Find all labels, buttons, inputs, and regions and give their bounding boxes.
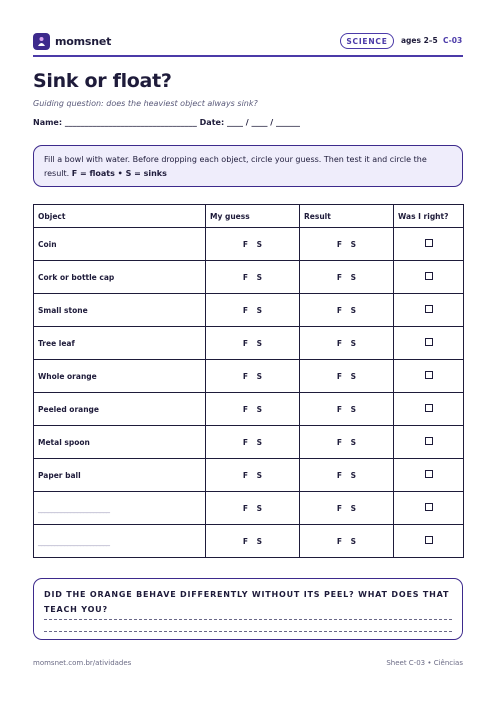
result-choice[interactable]: F S bbox=[300, 294, 394, 327]
result-choice[interactable]: F S bbox=[300, 426, 394, 459]
subject-badge: SCIENCE bbox=[340, 33, 394, 49]
header-divider bbox=[33, 55, 463, 57]
guess-choice[interactable]: F S bbox=[206, 525, 300, 558]
guess-choice[interactable]: F S bbox=[206, 459, 300, 492]
object-cell: Paper ball bbox=[34, 459, 206, 492]
object-cell: Cork or bottle cap bbox=[34, 261, 206, 294]
page-title: Sink or float? bbox=[33, 70, 172, 92]
table-row bbox=[34, 360, 464, 393]
instructions-box bbox=[33, 145, 463, 187]
date-field[interactable]: ____ / ____ / ______ bbox=[226, 118, 300, 127]
table-header-row bbox=[34, 205, 464, 228]
table-row bbox=[34, 261, 464, 294]
column-header-guess: My guess bbox=[206, 205, 300, 228]
name-date-line bbox=[33, 118, 300, 127]
table-row bbox=[34, 459, 464, 492]
right-checkbox-cell[interactable] bbox=[394, 393, 464, 426]
age-range: ages 2–5 bbox=[401, 36, 438, 45]
checkbox-icon[interactable] bbox=[425, 437, 433, 445]
guess-choice[interactable]: F S bbox=[206, 393, 300, 426]
name-label: Name: bbox=[33, 118, 63, 127]
right-checkbox-cell[interactable] bbox=[394, 228, 464, 261]
object-cell[interactable]: ______________________ bbox=[34, 525, 206, 558]
table-row bbox=[34, 228, 464, 261]
sheet-code: C-03 bbox=[443, 36, 463, 45]
instructions-legend: F = floats • S = sinks bbox=[71, 169, 167, 178]
brand-name: momsnet bbox=[55, 35, 112, 48]
checkbox-icon[interactable] bbox=[425, 338, 433, 346]
object-cell: Peeled orange bbox=[34, 393, 206, 426]
guess-choice[interactable]: F S bbox=[206, 294, 300, 327]
guess-choice[interactable]: F S bbox=[206, 360, 300, 393]
guiding-question: Guiding question: does the heaviest object always sink? bbox=[33, 99, 258, 108]
checkbox-icon[interactable] bbox=[425, 371, 433, 379]
guess-choice[interactable]: F S bbox=[206, 261, 300, 294]
guess-choice[interactable]: F S bbox=[206, 492, 300, 525]
header bbox=[33, 33, 463, 51]
name-field[interactable]: _________________________________ bbox=[64, 118, 197, 127]
instructions-text: Fill a bowl with water. Before dropping each object, circle your guess. Then test it and circle the result. bbox=[44, 155, 427, 178]
column-header-object: Object bbox=[34, 205, 206, 228]
reflection-question: DID THE ORANGE BEHAVE DIFFERENTLY WITHOUT ITS PEEL? WHAT DOES THAT TEACH YOU? bbox=[44, 590, 450, 614]
column-header-right: Was I right? bbox=[394, 205, 464, 228]
result-choice[interactable]: F S bbox=[300, 228, 394, 261]
table-row bbox=[34, 327, 464, 360]
table-row bbox=[34, 426, 464, 459]
object-cell: Whole orange bbox=[34, 360, 206, 393]
checkbox-icon[interactable] bbox=[425, 503, 433, 511]
object-cell: Tree leaf bbox=[34, 327, 206, 360]
result-choice[interactable]: F S bbox=[300, 393, 394, 426]
column-header-result: Result bbox=[300, 205, 394, 228]
guess-choice[interactable]: F S bbox=[206, 327, 300, 360]
right-checkbox-cell[interactable] bbox=[394, 492, 464, 525]
brand-logo-icon bbox=[33, 33, 50, 50]
observation-table bbox=[33, 204, 464, 558]
reflection-box bbox=[33, 578, 463, 640]
result-choice[interactable]: F S bbox=[300, 261, 394, 294]
result-choice[interactable]: F S bbox=[300, 525, 394, 558]
table-row bbox=[34, 393, 464, 426]
guess-choice[interactable]: F S bbox=[206, 426, 300, 459]
result-choice[interactable]: F S bbox=[300, 459, 394, 492]
answer-line[interactable] bbox=[44, 619, 452, 620]
right-checkbox-cell[interactable] bbox=[394, 261, 464, 294]
table-row bbox=[34, 294, 464, 327]
footer-url: momsnet.com.br/atividades bbox=[33, 659, 132, 667]
right-checkbox-cell[interactable] bbox=[394, 525, 464, 558]
checkbox-icon[interactable] bbox=[425, 404, 433, 412]
footer-sheet-info: Sheet C-03 • Ciências bbox=[386, 659, 463, 667]
result-choice[interactable]: F S bbox=[300, 492, 394, 525]
object-cell: Metal spoon bbox=[34, 426, 206, 459]
right-checkbox-cell[interactable] bbox=[394, 360, 464, 393]
guess-choice[interactable]: F S bbox=[206, 228, 300, 261]
checkbox-icon[interactable] bbox=[425, 536, 433, 544]
right-checkbox-cell[interactable] bbox=[394, 426, 464, 459]
object-cell: Small stone bbox=[34, 294, 206, 327]
object-cell: Coin bbox=[34, 228, 206, 261]
right-checkbox-cell[interactable] bbox=[394, 459, 464, 492]
checkbox-icon[interactable] bbox=[425, 470, 433, 478]
right-checkbox-cell[interactable] bbox=[394, 294, 464, 327]
answer-line[interactable] bbox=[44, 631, 452, 632]
table-row bbox=[34, 525, 464, 558]
result-choice[interactable]: F S bbox=[300, 360, 394, 393]
checkbox-icon[interactable] bbox=[425, 305, 433, 313]
result-choice[interactable]: F S bbox=[300, 327, 394, 360]
checkbox-icon[interactable] bbox=[425, 239, 433, 247]
object-cell[interactable]: ______________________ bbox=[34, 492, 206, 525]
right-checkbox-cell[interactable] bbox=[394, 327, 464, 360]
table-row bbox=[34, 492, 464, 525]
date-label: Date: bbox=[199, 118, 225, 127]
checkbox-icon[interactable] bbox=[425, 272, 433, 280]
